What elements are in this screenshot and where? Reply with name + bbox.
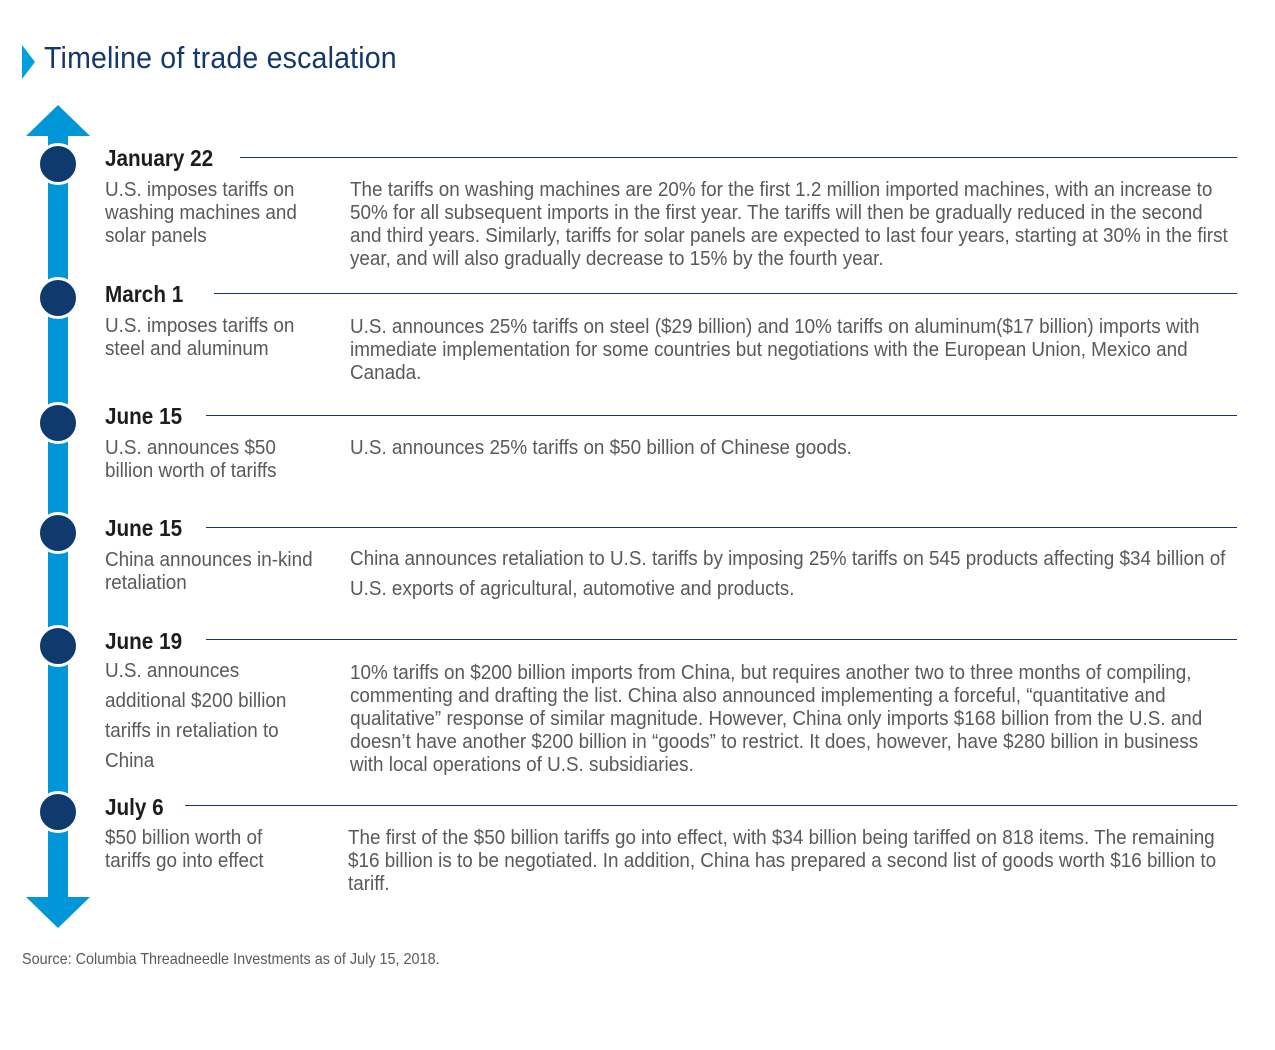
event-date: July 6 <box>105 794 164 820</box>
timeline-node <box>37 625 79 667</box>
arrow-down-icon <box>26 897 90 928</box>
event-label: U.S. announces additional $200 billion tariffs in retaliation to China <box>105 659 287 772</box>
event-rule <box>214 293 1237 294</box>
arrow-up-icon <box>26 105 90 136</box>
event-rule <box>206 415 1237 416</box>
event-label: U.S. imposes tariffs on steel and aluminum <box>105 314 295 360</box>
event-label: U.S. announces $50 billion worth of tariffs <box>105 436 277 482</box>
event-rule <box>206 639 1237 640</box>
event-date: June 19 <box>105 628 183 654</box>
timeline-node <box>37 402 79 444</box>
event-rule <box>240 157 1237 158</box>
event-description: 10% tariffs on $200 billion imports from China, but requires another two to three months of compiling, commenting and drafting the list. China also announced implementing a forceful, “quantitative and qualitative” response of similar magnitude. However, China only imports $168 billion from the U.S. and doesn’t have another $200 billion in “goods” to restrict. It does, however, have $280 billion in business with local operations of U.S. subsidiaries. <box>350 661 1203 776</box>
timeline-node <box>37 512 79 554</box>
page-title: Timeline of trade escalation <box>44 40 397 75</box>
event-label: U.S. imposes tariffs on washing machines and solar panels <box>105 178 297 247</box>
event-date: January 22 <box>105 145 214 171</box>
event-rule <box>185 805 1237 806</box>
timeline-node <box>37 143 79 185</box>
event-date: June 15 <box>105 515 183 541</box>
event-label: $50 billion worth of tariffs go into effect <box>105 826 264 872</box>
event-description: U.S. announces 25% tariffs on steel ($29 billion) and 10% tariffs on aluminum($17 billion) imports with immediate implementation for some countries but negotiations with the European Union, Mexico and Canada. <box>350 315 1200 384</box>
event-date: June 15 <box>105 403 183 429</box>
timeline-node <box>37 277 79 319</box>
event-date: March 1 <box>105 281 184 307</box>
event-rule <box>206 527 1237 528</box>
timeline-node <box>37 791 79 833</box>
title-marker-icon <box>22 45 35 79</box>
source-note: Source: Columbia Threadneedle Investments as of July 15, 2018. <box>22 951 440 968</box>
event-description: The first of the $50 billion tariffs go into effect, with $34 billion being tariffed on 818 items. The remaining $16 billion is to be negotiated. In addition, China has prepared a second list of goods worth $16 billion to tariff. <box>348 826 1217 895</box>
event-label: China announces in-kind retaliation <box>105 548 313 594</box>
event-description: U.S. announces 25% tariffs on $50 billion of Chinese goods. <box>350 436 852 459</box>
event-description: China announces retaliation to U.S. tariffs by imposing 25% tariffs on 545 products affecting $34 billion of U.S. exports of agricultural, automotive and products. <box>350 547 1226 600</box>
event-description: The tariffs on washing machines are 20% for the first 1.2 million imported machines, with an increase to 50% for all subsequent imports in the first year. The tariffs will then be gradually reduced in the second and third years. Similarly, tariffs for solar panels are expected to last four years, starting at 30% in the first year, and will also gradually decrease to 15% by the fourth year. <box>350 178 1228 270</box>
